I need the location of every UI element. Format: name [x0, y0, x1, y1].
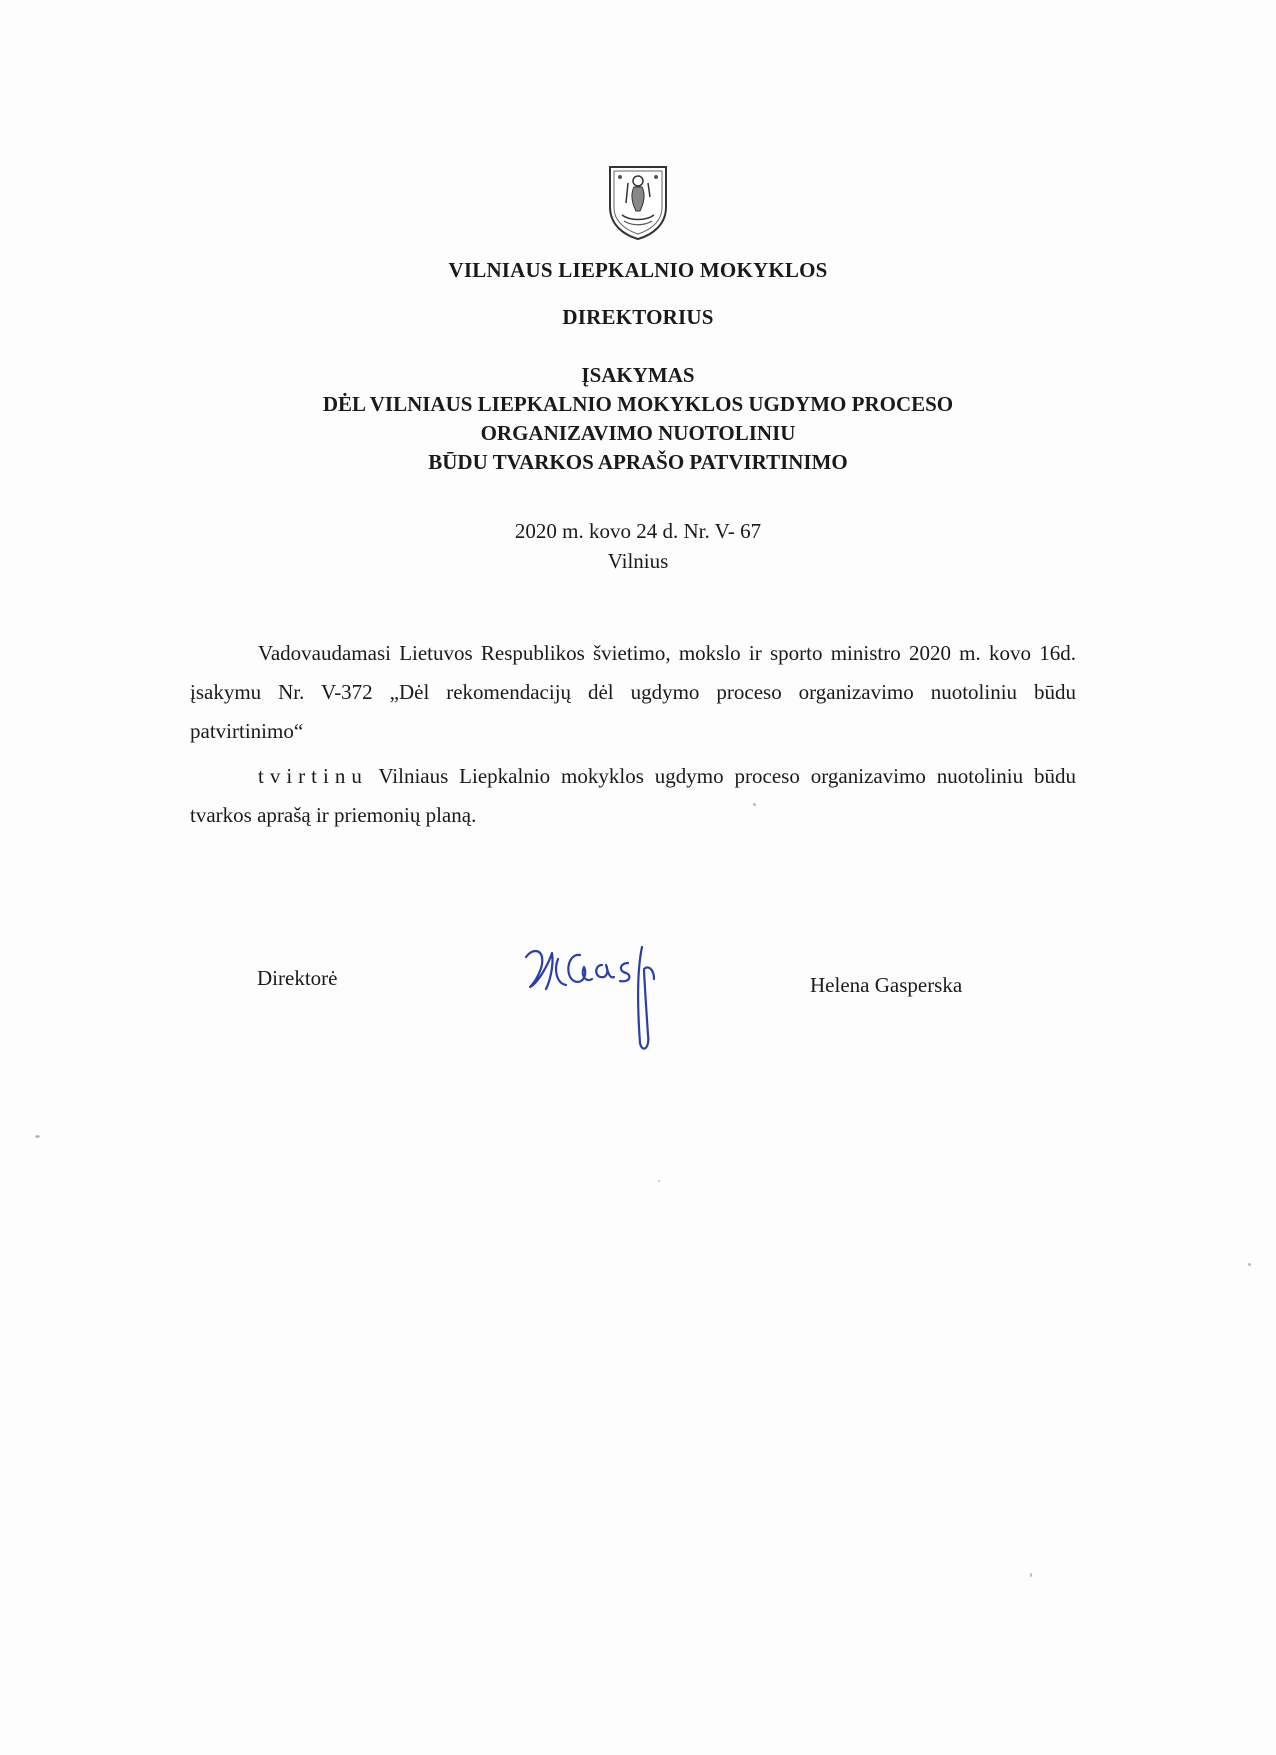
scan-speck — [1248, 1263, 1251, 1266]
coat-of-arms-icon — [606, 163, 670, 241]
approval-verb: tvirtinu — [258, 764, 368, 788]
scan-speck — [658, 1180, 660, 1182]
handwritten-signature — [518, 935, 668, 1055]
body-paragraph-2 — [190, 757, 1076, 835]
document-meta — [0, 516, 1276, 576]
date-and-number: 2020 m. kovo 24 d. Nr. V- 67 — [514, 519, 762, 543]
place: Vilnius — [607, 549, 669, 573]
title-line-1: ĮSAKYMAS — [581, 363, 695, 387]
title-line-4: BŪDU TVARKOS APRAŠO PATVIRTINIMO — [428, 450, 848, 474]
scan-speck — [753, 803, 756, 806]
title-line-3: ORGANIZAVIMO NUOTOLINIU — [480, 421, 796, 445]
organization-name: VILNIAUS LIEPKALNIO MOKYKLOS — [448, 258, 828, 282]
document-title — [0, 361, 1276, 477]
body-paragraph-1: Vadovaudamasi Lietuvos Respublikos švietimo, mokslo ir sporto ministro 2020 m. kovo 16d. įsakymu Nr. V-372 „Dėl rekomendacijų dėl ugdymo proceso organizavimo nuotoliniu būdu patvirtinimo“ — [190, 641, 1076, 743]
scan-speck — [1030, 1573, 1032, 1577]
signatory-name: Helena Gasperska — [810, 973, 963, 997]
author-role: DIREKTORIUS — [562, 305, 714, 329]
signatory-title: Direktorė — [257, 966, 338, 990]
title-line-2: DĖL VILNIAUS LIEPKALNIO MOKYKLOS UGDYMO PROCESO — [322, 392, 954, 416]
approval-text: Vilniaus Liepkalnio mokyklos ugdymo proceso organizavimo nuotoliniu būdu tvarkos aprašą ir priemonių planą. — [190, 764, 1076, 827]
scan-speck — [35, 1135, 40, 1138]
